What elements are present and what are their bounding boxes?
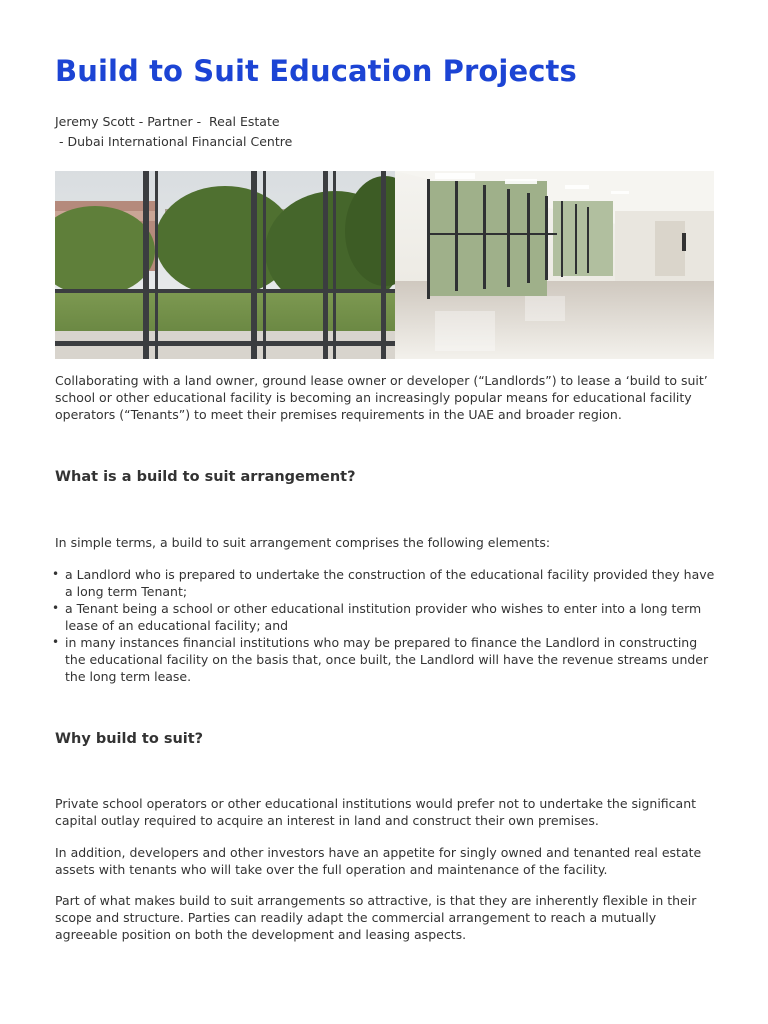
byline-location: - Dubai International Financial Centre	[55, 134, 293, 149]
author-byline	[55, 112, 292, 152]
section-heading-why: Why build to suit?	[55, 731, 204, 747]
why-paragraph-3: Part of what makes build to suit arrangements so attractive, is that they are inherently flexible in their scope and structure. Parties can readily adapt the commercial arrangement to reach a mutually agreeable position on both the development and leasing aspects.	[55, 893, 697, 942]
list-item	[52, 600, 717, 634]
intro-paragraph: Collaborating with a land owner, ground lease owner or developer (“Landlords”) to lease a ‘build to suit’ school or other educational facility is becoming an increasingly popular means for educational facility operators (“Tenants”) to meet their premises requirements in the UAE and broader region.	[55, 373, 708, 422]
list-item	[52, 634, 717, 685]
list-item	[52, 566, 717, 600]
why-paragraph-1: Private school operators or other educational institutions would prefer not to undertake the significant capital outlay required to acquire an interest in land and construct their own premises.	[55, 796, 697, 828]
list-item-text: in many instances financial institutions who may be prepared to finance the Landlord in constructing the educational facility on the basis that, once built, the Landlord will have the revenue streams under the long term lease.	[65, 635, 709, 684]
bullet-icon: •	[52, 567, 60, 581]
byline-author: Jeremy Scott - Partner - Real Estate	[55, 114, 280, 129]
list-item-text: a Tenant being a school or other educational institution provider who wishes to enter into a long term lease of an educational facility; and	[65, 601, 702, 633]
section-what-lead: In simple terms, a build to suit arrangement comprises the following elements:	[55, 535, 551, 550]
why-paragraph-2: In addition, developers and other investors have an appetite for singly owned and tenanted real estate assets with tenants who will take over the full operation and maintenance of the facility.	[55, 845, 702, 877]
page-title: Build to Suit Education Projects	[55, 54, 577, 88]
bullet-icon: •	[52, 635, 60, 649]
elements-list	[52, 566, 717, 685]
list-item-text: a Landlord who is prepared to undertake the construction of the educational facility provided they have a long term Tenant;	[65, 567, 715, 599]
bullet-icon: •	[52, 601, 60, 615]
school-corridor-photo	[55, 171, 714, 359]
section-heading-what: What is a build to suit arrangement?	[55, 469, 356, 485]
